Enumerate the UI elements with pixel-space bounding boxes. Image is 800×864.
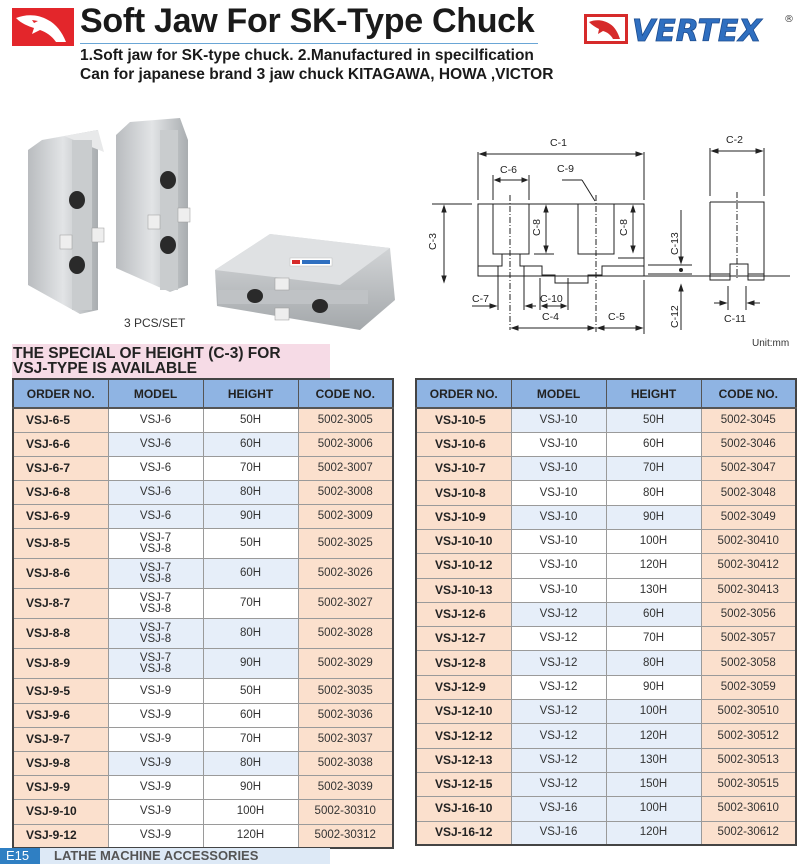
code-no-cell: 5002-30413 bbox=[701, 578, 796, 602]
order-no-cell: VSJ-9-8 bbox=[13, 752, 108, 776]
eagle-logo-icon bbox=[12, 8, 74, 46]
code-no-cell: 5002-30610 bbox=[701, 797, 796, 821]
model-cell bbox=[108, 649, 203, 679]
model-cell: VSJ-12 bbox=[511, 627, 606, 651]
height-cell: 100H bbox=[606, 700, 701, 724]
code-no-cell: 5002-30612 bbox=[701, 821, 796, 845]
code-no-cell: 5002-3005 bbox=[298, 408, 393, 432]
height-cell: 50H bbox=[606, 408, 701, 432]
table-row bbox=[416, 578, 796, 602]
model-cell: VSJ-10 bbox=[511, 578, 606, 602]
table-row bbox=[13, 481, 393, 505]
model-cell: VSJ-9 bbox=[108, 800, 203, 824]
code-no-cell: 5002-3057 bbox=[701, 627, 796, 651]
code-no-cell: 5002-3038 bbox=[298, 752, 393, 776]
model-cell: VSJ-12 bbox=[511, 748, 606, 772]
header-height: HEIGHT bbox=[203, 379, 298, 408]
model-cell: VSJ-9 bbox=[108, 752, 203, 776]
header-code-no: CODE NO. bbox=[701, 379, 796, 408]
height-cell: 120H bbox=[606, 821, 701, 845]
height-cell: 100H bbox=[203, 800, 298, 824]
model-cell bbox=[108, 619, 203, 649]
title-divider bbox=[80, 43, 538, 44]
table-row bbox=[416, 748, 796, 772]
dim-label-c6: C-6 bbox=[500, 164, 517, 176]
dim-label-c8a: C-8 bbox=[531, 219, 543, 236]
model-cell: VSJ-9 bbox=[108, 703, 203, 727]
table-row bbox=[13, 505, 393, 529]
table-row bbox=[13, 432, 393, 456]
model-cell: VSJ-12 bbox=[511, 724, 606, 748]
order-no-cell: VSJ-9-7 bbox=[13, 727, 108, 751]
table-row bbox=[13, 800, 393, 824]
dim-label-c4: C-4 bbox=[542, 311, 559, 323]
height-cell: 60H bbox=[203, 703, 298, 727]
table-row bbox=[13, 559, 393, 589]
product-photo bbox=[20, 100, 410, 335]
model-cell: VSJ-9 bbox=[108, 727, 203, 751]
soft-jaw-2 bbox=[116, 118, 190, 292]
height-cell: 60H bbox=[203, 432, 298, 456]
model-line-2: VSJ-8 bbox=[139, 662, 172, 675]
code-no-cell: 5002-3036 bbox=[298, 703, 393, 727]
order-no-cell: VSJ-8-5 bbox=[13, 529, 108, 559]
code-no-cell: 5002-3028 bbox=[298, 619, 393, 649]
code-no-cell: 5002-3059 bbox=[701, 675, 796, 699]
table-row bbox=[416, 627, 796, 651]
height-cell: 120H bbox=[606, 724, 701, 748]
model-line-2: VSJ-8 bbox=[139, 572, 172, 585]
dim-label-c3: C-3 bbox=[427, 233, 439, 250]
code-no-cell: 5002-3049 bbox=[701, 505, 796, 529]
height-cell: 80H bbox=[606, 651, 701, 675]
dim-label-c5: C-5 bbox=[608, 311, 625, 323]
model-cell: VSJ-10 bbox=[511, 554, 606, 578]
model-line-1: VSJ-7 bbox=[139, 591, 172, 604]
code-no-cell: 5002-30510 bbox=[701, 700, 796, 724]
order-no-cell: VSJ-12-10 bbox=[416, 700, 511, 724]
model-cell: VSJ-6 bbox=[108, 481, 203, 505]
table-header-row bbox=[416, 379, 796, 408]
code-no-cell: 5002-3035 bbox=[298, 679, 393, 703]
code-no-cell: 5002-3027 bbox=[298, 589, 393, 619]
table-row bbox=[416, 772, 796, 796]
table-row bbox=[13, 679, 393, 703]
code-no-cell: 5002-3048 bbox=[701, 481, 796, 505]
order-no-cell: VSJ-12-13 bbox=[416, 748, 511, 772]
table-row bbox=[416, 457, 796, 481]
table-row bbox=[416, 724, 796, 748]
dim-label-c13: C-13 bbox=[669, 232, 681, 255]
dimension-diagram bbox=[412, 100, 800, 350]
height-cell: 70H bbox=[606, 627, 701, 651]
order-no-cell: VSJ-10-9 bbox=[416, 505, 511, 529]
order-no-cell: VSJ-8-7 bbox=[13, 589, 108, 619]
code-no-cell: 5002-30410 bbox=[701, 529, 796, 553]
height-cell: 80H bbox=[203, 752, 298, 776]
height-cell: 90H bbox=[606, 675, 701, 699]
order-no-cell: VSJ-12-12 bbox=[416, 724, 511, 748]
height-cell: 90H bbox=[203, 649, 298, 679]
model-line-1: VSJ-7 bbox=[139, 621, 172, 634]
table-row bbox=[13, 619, 393, 649]
code-no-cell: 5002-3008 bbox=[298, 481, 393, 505]
code-no-cell: 5002-3026 bbox=[298, 559, 393, 589]
model-line-2: VSJ-8 bbox=[139, 542, 172, 555]
model-line-2: VSJ-8 bbox=[139, 602, 172, 615]
table-header-row bbox=[13, 379, 393, 408]
code-no-cell: 5002-3058 bbox=[701, 651, 796, 675]
code-no-cell: 5002-3047 bbox=[701, 457, 796, 481]
brand-name: VERTEX bbox=[632, 14, 762, 48]
header-model: MODEL bbox=[108, 379, 203, 408]
model-cell: VSJ-12 bbox=[511, 675, 606, 699]
code-no-cell: 5002-30513 bbox=[701, 748, 796, 772]
table-row bbox=[13, 824, 393, 848]
order-no-cell: VSJ-9-10 bbox=[13, 800, 108, 824]
code-no-cell: 5002-30412 bbox=[701, 554, 796, 578]
height-cell: 100H bbox=[606, 529, 701, 553]
model-cell: VSJ-10 bbox=[511, 457, 606, 481]
height-cell: 120H bbox=[203, 824, 298, 848]
special-height-note bbox=[12, 344, 330, 380]
height-cell: 70H bbox=[203, 727, 298, 751]
height-cell: 90H bbox=[203, 776, 298, 800]
model-cell: VSJ-10 bbox=[511, 529, 606, 553]
order-no-cell: VSJ-8-8 bbox=[13, 619, 108, 649]
table-row bbox=[13, 776, 393, 800]
height-cell: 150H bbox=[606, 772, 701, 796]
code-no-cell: 5002-30512 bbox=[701, 724, 796, 748]
height-cell: 80H bbox=[203, 481, 298, 505]
order-no-cell: VSJ-8-6 bbox=[13, 559, 108, 589]
model-cell: VSJ-16 bbox=[511, 821, 606, 845]
page-title: Soft Jaw For SK-Type Chuck bbox=[80, 2, 535, 40]
height-cell: 70H bbox=[203, 589, 298, 619]
model-cell: VSJ-6 bbox=[108, 432, 203, 456]
model-cell bbox=[108, 529, 203, 559]
code-no-cell: 5002-3037 bbox=[298, 727, 393, 751]
height-cell: 70H bbox=[606, 457, 701, 481]
model-cell: VSJ-6 bbox=[108, 505, 203, 529]
order-no-cell: VSJ-16-10 bbox=[416, 797, 511, 821]
table-row bbox=[416, 700, 796, 724]
dim-label-c9: C-9 bbox=[557, 163, 574, 175]
table-row bbox=[416, 554, 796, 578]
height-cell: 130H bbox=[606, 578, 701, 602]
table-row bbox=[416, 602, 796, 626]
height-cell: 50H bbox=[203, 529, 298, 559]
header-order-no: ORDER NO. bbox=[416, 379, 511, 408]
height-cell: 100H bbox=[606, 797, 701, 821]
model-cell bbox=[108, 589, 203, 619]
header-height: HEIGHT bbox=[606, 379, 701, 408]
dim-label-c10: C-10 bbox=[540, 293, 563, 305]
height-cell: 120H bbox=[606, 554, 701, 578]
order-no-cell: VSJ-10-6 bbox=[416, 432, 511, 456]
vertex-brand-logo bbox=[584, 10, 794, 48]
height-cell: 90H bbox=[203, 505, 298, 529]
height-cell: 60H bbox=[203, 559, 298, 589]
code-no-cell: 5002-30312 bbox=[298, 824, 393, 848]
model-line-1: VSJ-7 bbox=[139, 561, 172, 574]
order-no-cell: VSJ-8-9 bbox=[13, 649, 108, 679]
height-cell: 50H bbox=[203, 679, 298, 703]
model-line-1: VSJ-7 bbox=[139, 651, 172, 664]
order-no-cell: VSJ-12-15 bbox=[416, 772, 511, 796]
code-no-cell: 5002-30310 bbox=[298, 800, 393, 824]
table-row bbox=[416, 797, 796, 821]
table-row bbox=[416, 821, 796, 845]
table-row bbox=[13, 529, 393, 559]
model-cell: VSJ-9 bbox=[108, 824, 203, 848]
description-line-2: Can for japanese brand 3 jaw chuck KITAGAWA, HOWA ,VICTOR bbox=[80, 66, 554, 83]
order-no-cell: VSJ-10-5 bbox=[416, 408, 511, 432]
order-no-cell: VSJ-12-7 bbox=[416, 627, 511, 651]
dim-label-c1: C-1 bbox=[550, 137, 567, 149]
order-no-cell: VSJ-6-5 bbox=[13, 408, 108, 432]
order-no-cell: VSJ-6-6 bbox=[13, 432, 108, 456]
table-row bbox=[416, 529, 796, 553]
section-footer: LATHE MACHINE ACCESSORIES bbox=[40, 848, 330, 864]
model-line-2: VSJ-8 bbox=[139, 632, 172, 645]
table-row bbox=[416, 481, 796, 505]
table-row bbox=[13, 408, 393, 432]
table-row bbox=[416, 675, 796, 699]
model-cell: VSJ-12 bbox=[511, 700, 606, 724]
order-no-cell: VSJ-9-9 bbox=[13, 776, 108, 800]
order-no-cell: VSJ-10-10 bbox=[416, 529, 511, 553]
model-cell: VSJ-9 bbox=[108, 679, 203, 703]
table-row bbox=[416, 651, 796, 675]
height-cell: 60H bbox=[606, 602, 701, 626]
height-cell: 80H bbox=[606, 481, 701, 505]
code-no-cell: 5002-3009 bbox=[298, 505, 393, 529]
svg-text:®: ® bbox=[784, 14, 794, 25]
model-cell: VSJ-10 bbox=[511, 408, 606, 432]
height-cell: 90H bbox=[606, 505, 701, 529]
model-cell: VSJ-12 bbox=[511, 651, 606, 675]
order-no-cell: VSJ-9-6 bbox=[13, 703, 108, 727]
header-order-no: ORDER NO. bbox=[13, 379, 108, 408]
model-cell: VSJ-16 bbox=[511, 797, 606, 821]
table-row bbox=[416, 432, 796, 456]
model-cell bbox=[108, 559, 203, 589]
height-cell: 130H bbox=[606, 748, 701, 772]
table-row bbox=[13, 703, 393, 727]
model-cell: VSJ-10 bbox=[511, 432, 606, 456]
table-row bbox=[13, 649, 393, 679]
code-no-cell: 5002-3056 bbox=[701, 602, 796, 626]
code-no-cell: 5002-3046 bbox=[701, 432, 796, 456]
table-row bbox=[13, 456, 393, 480]
order-no-cell: VSJ-10-8 bbox=[416, 481, 511, 505]
model-cell: VSJ-9 bbox=[108, 776, 203, 800]
dim-label-c12: C-12 bbox=[669, 305, 681, 328]
order-no-cell: VSJ-12-9 bbox=[416, 675, 511, 699]
order-no-cell: VSJ-10-12 bbox=[416, 554, 511, 578]
code-no-cell: 5002-3029 bbox=[298, 649, 393, 679]
model-cell: VSJ-12 bbox=[511, 772, 606, 796]
height-cell: 60H bbox=[606, 432, 701, 456]
header-model: MODEL bbox=[511, 379, 606, 408]
soft-jaw-1 bbox=[28, 130, 104, 314]
description-line-1: 1.Soft jaw for SK-type chuck. 2.Manufactured in specilfication bbox=[80, 47, 534, 64]
order-no-cell: VSJ-6-8 bbox=[13, 481, 108, 505]
header-code-no: CODE NO. bbox=[298, 379, 393, 408]
pieces-per-set-label: 3 PCS/SET bbox=[124, 316, 186, 330]
dim-label-c11: C-11 bbox=[724, 313, 746, 325]
code-no-cell: 5002-3045 bbox=[701, 408, 796, 432]
soft-jaw-3 bbox=[215, 234, 395, 330]
spec-table-right bbox=[415, 378, 797, 846]
model-cell: VSJ-12 bbox=[511, 602, 606, 626]
order-no-cell: VSJ-12-6 bbox=[416, 602, 511, 626]
table-row bbox=[416, 505, 796, 529]
order-no-cell: VSJ-10-7 bbox=[416, 457, 511, 481]
order-no-cell: VSJ-12-8 bbox=[416, 651, 511, 675]
order-no-cell: VSJ-9-12 bbox=[13, 824, 108, 848]
model-cell: VSJ-10 bbox=[511, 481, 606, 505]
model-line-1: VSJ-7 bbox=[139, 531, 172, 544]
dim-label-c8b: C-8 bbox=[618, 219, 630, 236]
order-no-cell: VSJ-9-5 bbox=[13, 679, 108, 703]
order-no-cell: VSJ-10-13 bbox=[416, 578, 511, 602]
table-row bbox=[13, 727, 393, 751]
model-cell: VSJ-6 bbox=[108, 408, 203, 432]
code-no-cell: 5002-3006 bbox=[298, 432, 393, 456]
height-cell: 70H bbox=[203, 456, 298, 480]
order-no-cell: VSJ-6-9 bbox=[13, 505, 108, 529]
order-no-cell: VSJ-16-12 bbox=[416, 821, 511, 845]
model-cell: VSJ-10 bbox=[511, 505, 606, 529]
special-note-line-2: VSJ-TYPE IS AVAILABLE bbox=[13, 360, 198, 377]
special-note-line-1: THE SPECIAL OF HEIGHT (C-3) FOR bbox=[13, 345, 281, 362]
dim-label-c7: C-7 bbox=[472, 293, 489, 305]
code-no-cell: 5002-3039 bbox=[298, 776, 393, 800]
code-no-cell: 5002-3025 bbox=[298, 529, 393, 559]
spec-table-left bbox=[12, 378, 394, 849]
unit-label: Unit:mm bbox=[752, 338, 790, 349]
model-cell: VSJ-6 bbox=[108, 456, 203, 480]
table-row bbox=[416, 408, 796, 432]
page-number-badge: E15 bbox=[0, 848, 40, 864]
order-no-cell: VSJ-6-7 bbox=[13, 456, 108, 480]
height-cell: 80H bbox=[203, 619, 298, 649]
table-row bbox=[13, 752, 393, 776]
code-no-cell: 5002-30515 bbox=[701, 772, 796, 796]
table-row bbox=[13, 589, 393, 619]
height-cell: 50H bbox=[203, 408, 298, 432]
dim-label-c2: C-2 bbox=[726, 134, 743, 146]
code-no-cell: 5002-3007 bbox=[298, 456, 393, 480]
